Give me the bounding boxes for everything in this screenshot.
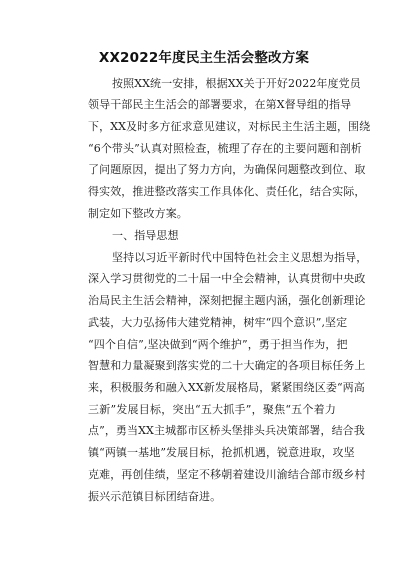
paragraph-2-line-4: 武装，大力弘扬伟大建党精神，树牢“四个意识”,坚定 [88,316,348,329]
paragraph-2-line-8: 三新”发展目标，突出“五大抓手”，聚焦“五个着力 [88,403,336,416]
paragraph-1-line-4: “6个带头”认真对照检查，梳理了存在的主要问题和剖析 [88,142,362,155]
section-heading-guiding-ideology: 一、指导思想 [112,229,179,242]
paragraph-2-line-5: “四个自信”,坚决做到“两个维护”，勇于担当作为，把 [88,338,348,351]
paragraph-1-line-5: 了问题原因，提出了努力方向，为确保问题整改到位、取 [88,163,366,176]
paragraph-2-line-10: 镇“两镇一基地”发展目标，抢抓机遇，锐意进取，攻坚 [88,446,355,459]
paragraph-1-line-6: 得实效，推进整改落实工作具体化、责任化，结合实际， [88,185,366,198]
paragraph-2-line-6: 智慧和力量凝聚到落实党的二十大确定的各项目标任务上 [88,359,366,372]
paragraph-2-line-7: 来，积极服务和融入XX新发展格局，紧紧围绕区委“两高 [88,381,365,394]
paragraph-2-line-1: 坚持以习近平新时代中国特色社会主义思想为指导， [112,251,368,264]
paragraph-2-line-2: 深入学习贯彻党的二十届一中全会精神，认真贯彻中央政 [88,272,366,285]
paragraph-1-line-3: 下，XX及时多方征求意见建议，对标民主生活主题，围绕 [88,120,371,133]
paragraph-1-line-7: 制定如下整改方案。 [88,207,188,220]
paragraph-2-line-12: 振兴示范镇目标团结奋进。 [88,490,222,503]
paragraph-1-line-1: 按照XX统一安排，根据XX关于开好2022年度党员 [112,77,361,90]
paragraph-2-line-9: 点”，勇当XX主城都市区桥头堡排头兵决策部署，结合我 [88,424,365,437]
paragraph-1-line-2: 领导干部民主生活会的部署要求，在第X督导组的指导 [88,98,352,111]
paragraph-2-line-3: 治局民主生活会精神，深刻把握主题内涵，强化创新理论 [88,294,366,307]
document-title: XX2022年度民主生活会整改方案 [98,50,310,66]
paragraph-2-line-11: 克难，再创佳绩，坚定不移朝着建设川渝结合部市级乡村 [88,468,366,481]
